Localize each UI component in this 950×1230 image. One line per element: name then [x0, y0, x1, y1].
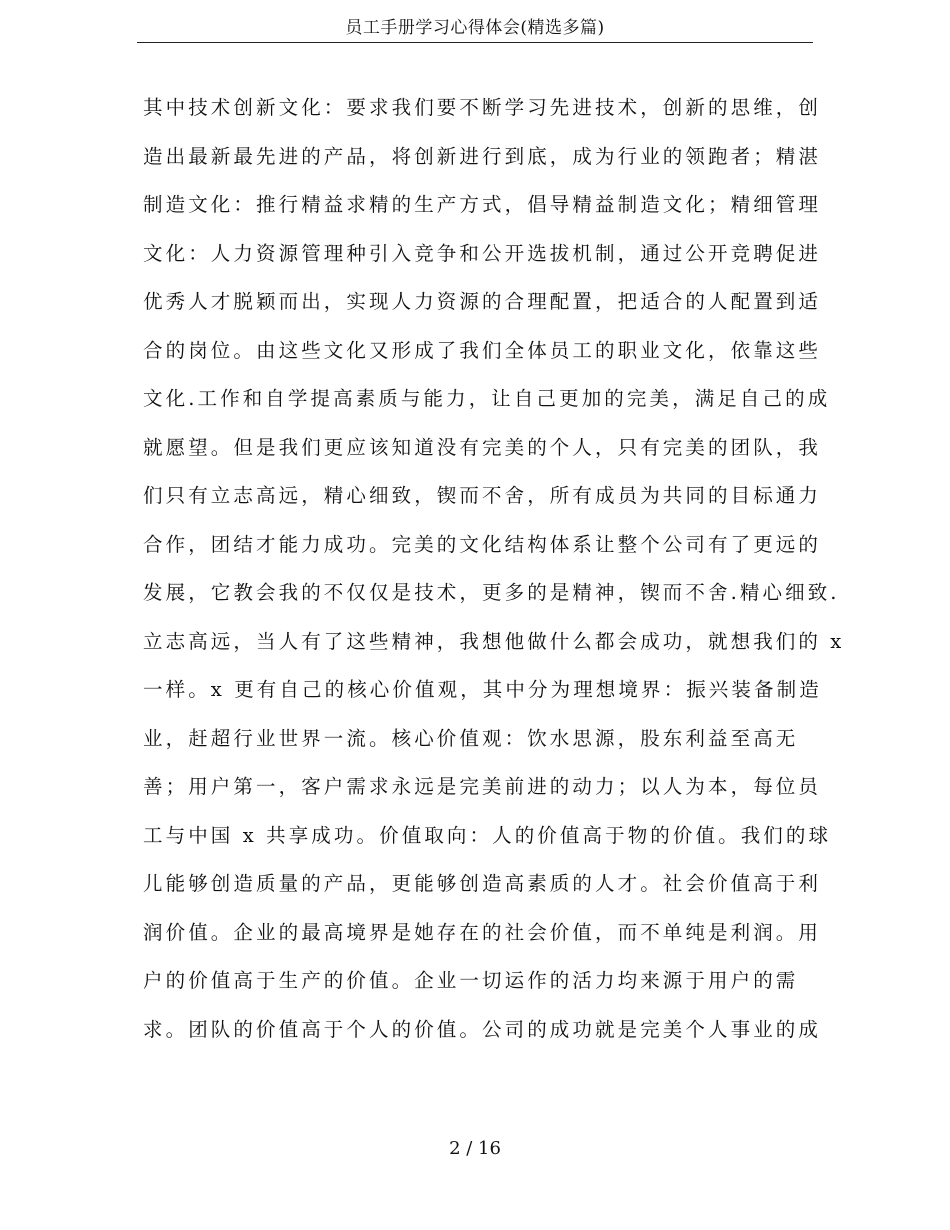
page-number: 2 / 16	[449, 1138, 501, 1159]
body-line-13: 一样。x 更有自己的核心价值观，其中分为理想境界：振兴装备制造	[143, 678, 822, 701]
body-line-5: 优秀人才脱颖而出，实现人力资源的合理配置，把适合的人配置到适	[143, 290, 822, 313]
body-line-1: 其中技术创新文化：要求我们要不断学习先进技术，创新的思维，创	[143, 96, 822, 119]
document-title: 员工手册学习心得体会(精选多篇)	[345, 18, 605, 38]
body-line-18: 润价值。企业的最高境界是她存在的社会价值，而不单纯是利润。用	[143, 920, 822, 944]
body-line-17: 儿能够创造质量的产品，更能够创造高素质的人才。社会价值高于利	[143, 872, 822, 895]
body-line-2: 造出最新最先进的产品，将创新进行到底，成为行业的领跑者；精湛	[143, 144, 822, 168]
page-footer	[0, 1135, 950, 1163]
body-line-3: 制造文化：推行精益求精的生产方式，倡导精益制造文化；精细管理	[143, 193, 822, 216]
body-line-11: 发展，它教会我的不仅仅是技术，更多的是精神，锲而不舍.精心细致.	[143, 581, 840, 604]
page-header	[137, 14, 813, 43]
body-line-15: 善；用户第一，客户需求永远是完美前进的动力；以人为本，每位员	[143, 775, 822, 798]
body-line-14: 业，赶超行业世界一流。核心价值观：饮水思源，股东利益至高无	[143, 726, 799, 750]
body-line-16: 工与中国 x 共享成功。价值取向：人的价值高于物的价值。我们的球	[143, 823, 832, 847]
body-line-10: 合作，团结才能力成功。完美的文化结构体系让整个公司有了更远的	[143, 532, 822, 556]
document-body	[143, 84, 845, 1054]
body-line-8: 就愿望。但是我们更应该知道没有完美的个人，只有完美的团队，我	[143, 435, 822, 459]
body-line-4: 文化：人力资源管理种引入竞争和公开选拔机制，通过公开竞聘促进	[143, 241, 822, 265]
body-line-9: 们只有立志高远，精心细致，锲而不舍，所有成员为共同的目标通力	[143, 484, 822, 507]
body-line-6: 合的岗位。由这些文化又形成了我们全体员工的职业文化，依靠这些	[143, 338, 822, 362]
body-line-19: 户的价值高于生产的价值。企业一切运作的活力均来源于用户的需	[143, 969, 799, 992]
body-line-7: 文化.工作和自学提高素质与能力，让自己更加的完美，满足自己的成	[143, 387, 831, 410]
body-line-12: 立志高远，当人有了这些精神，我想他做什么都会成功，就想我们的 x	[143, 629, 845, 653]
body-line-20: 求。团队的价值高于个人的价值。公司的成功就是完美个人事业的成	[143, 1017, 822, 1041]
